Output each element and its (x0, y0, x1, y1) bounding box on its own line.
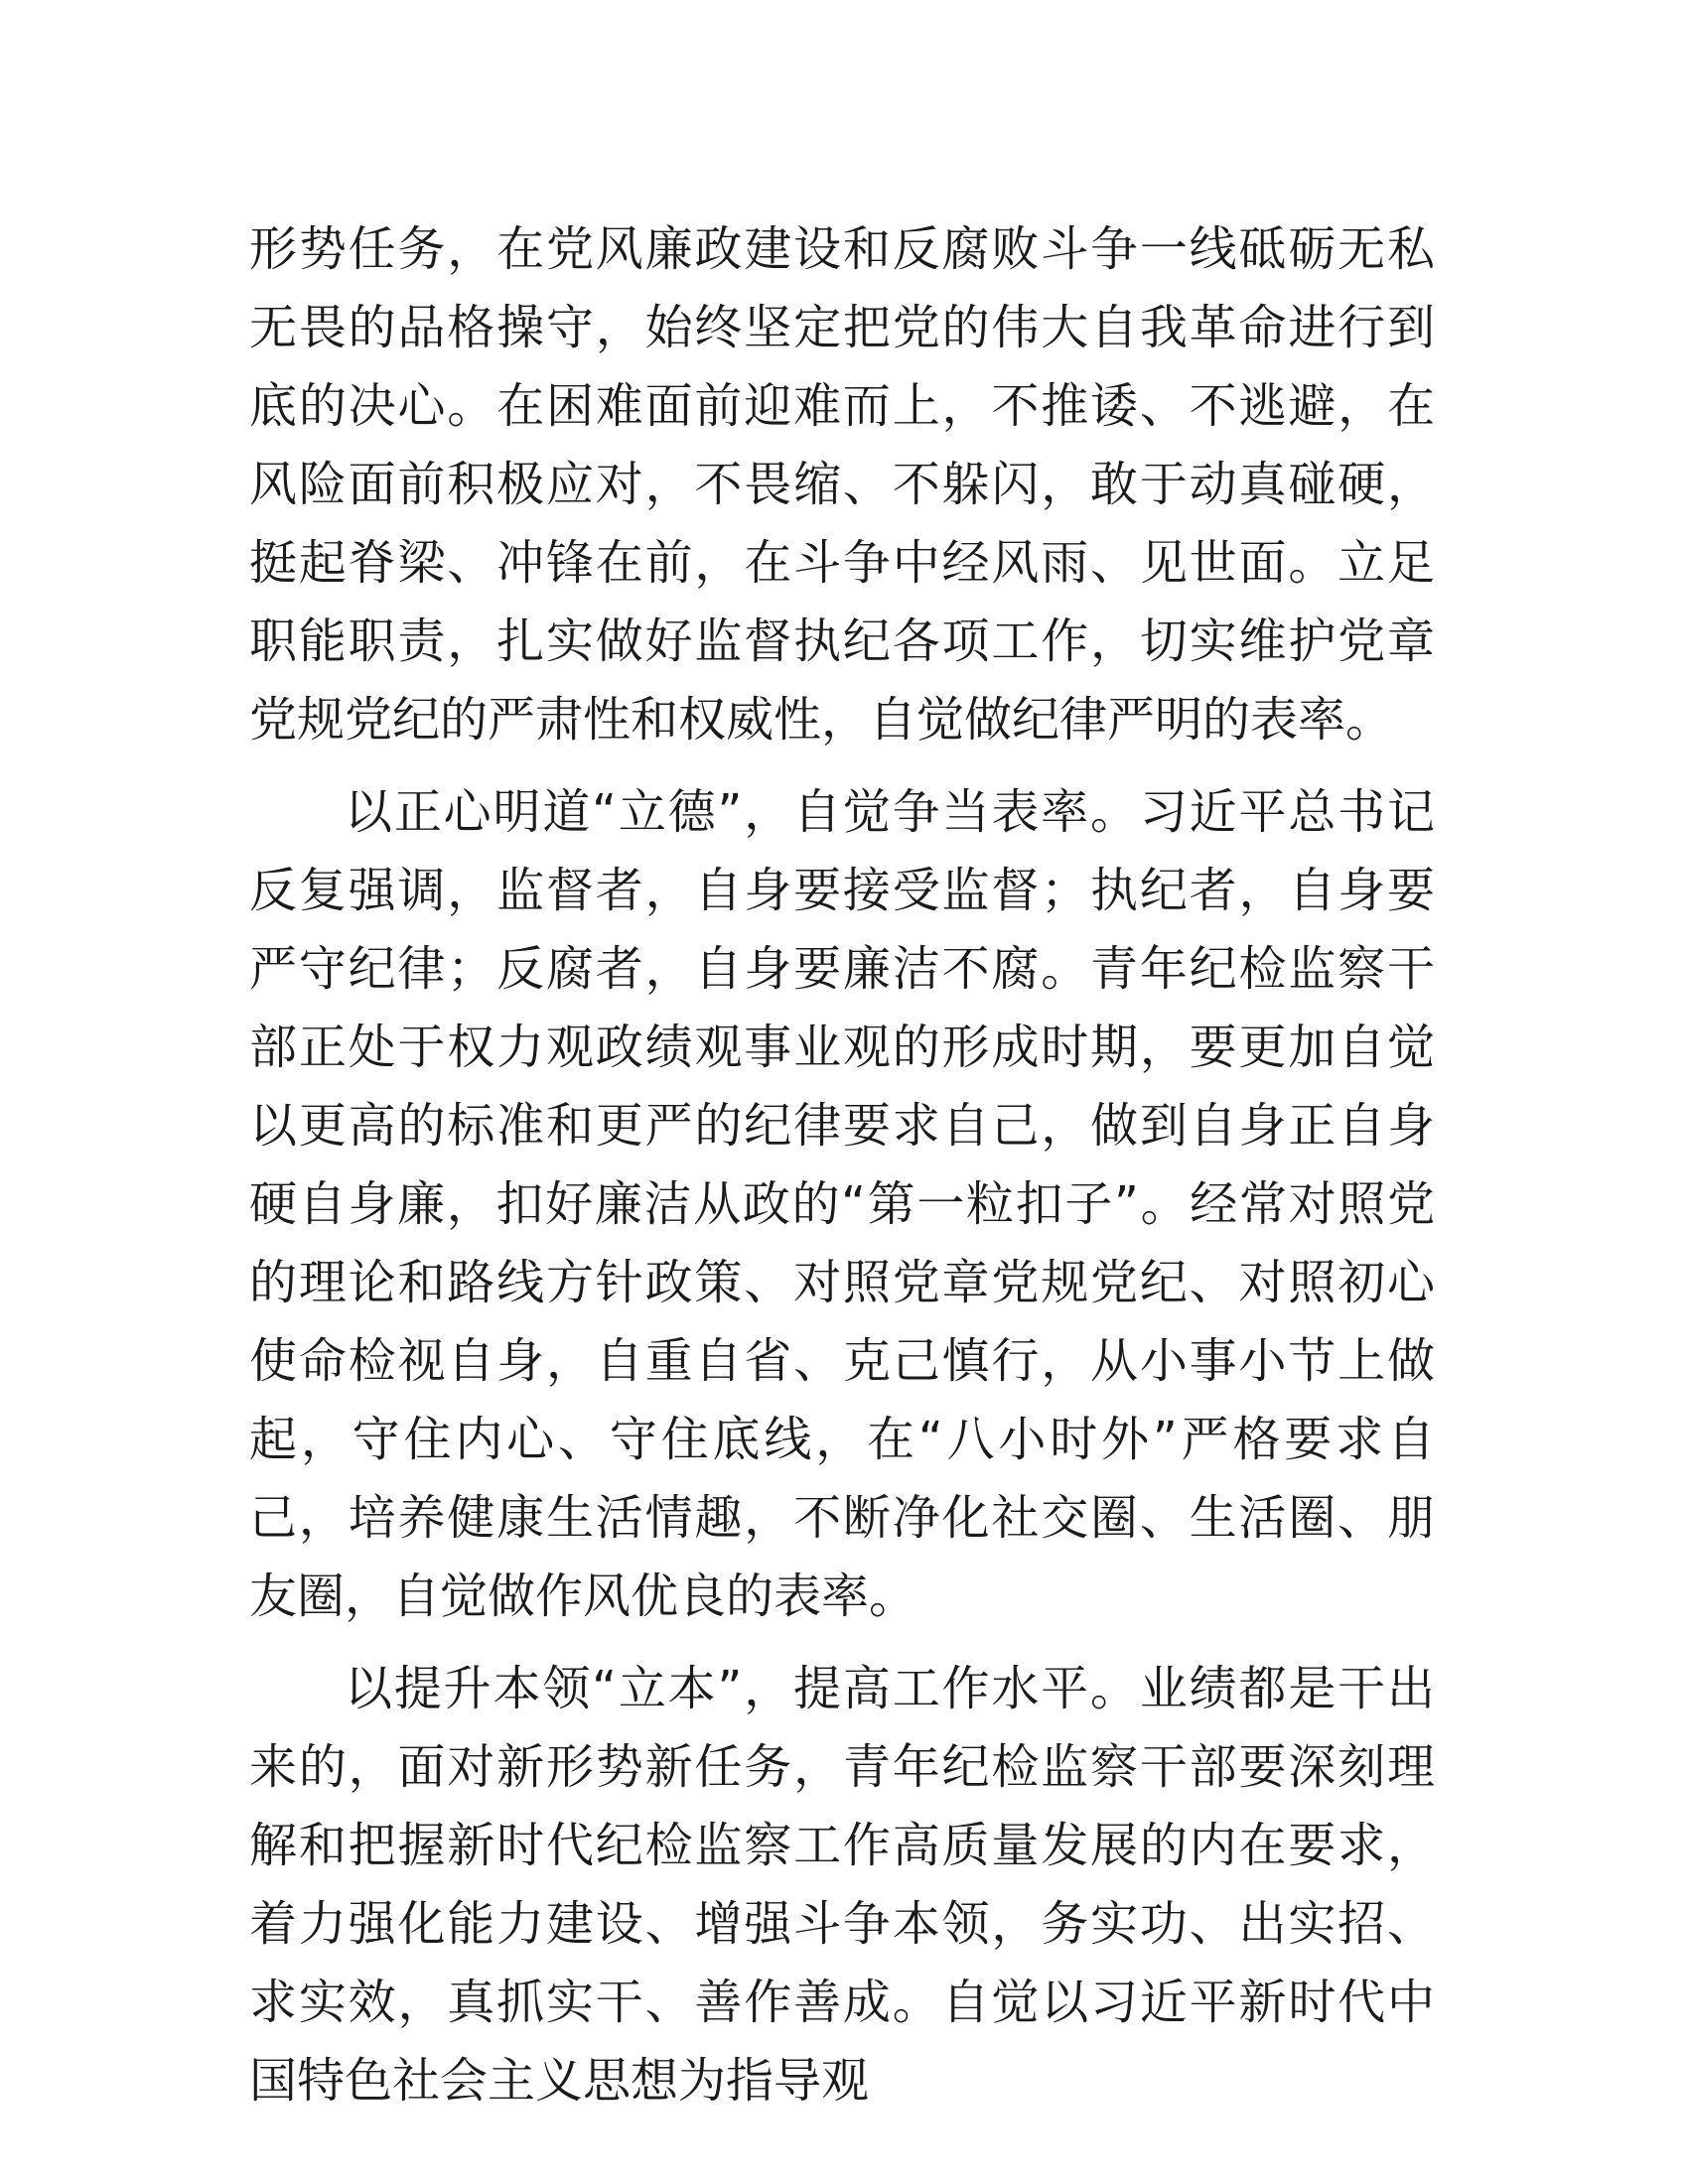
paragraph-3: 以提升本领“立本”，提高工作水平。业绩都是干出来的，面对新形势新任务，青年纪检监察干部要深刻理解和把握新时代纪检监察工作高质量发展的内在要求，着力强化能力建设、增强斗争本领，务实功、出实招、求实效，真抓实干、善作善成。自觉以习近平新时代中国特色社会主义思想为指导观 (249, 1661, 1435, 2109)
paragraph-1: 形势任务，在党风廉政建设和反腐败斗争一线砥砺无私无畏的品格操守，始终坚定把党的伟大自我革命进行到底的决心。在困难面前迎难而上，不推诿、不逃避，在风险面前积极应对，不畏缩、不躲闪，敢于动真碰硬，挺起脊梁、冲锋在前，在斗争中经风雨、见世面。立足职能职责，扎实做好监督执纪各项工作，切实维护党章党规党纪的严肃性和权威性，自觉做纪律严明的表率。 (249, 221, 1435, 748)
paragraph-2: 以正心明道“立德”，自觉争当表率。习近平总书记反复强调，监督者，自身要接受监督；执纪者，自身要严守纪律；反腐者，自身要廉洁不腐。青年纪检监察干部正处于权力观政绩观事业观的形成时期，要更加自觉以更高的标准和更严的纪律要求自己，做到自身正自身硬自身廉，扣好廉洁从政的“第一粒扣子”。经常对照党的理论和路线方针政策、对照党章党规党纪、对照初心使命检视自身，自重自省、克己慎行，从小事小节上做起，守住内心、守住底线，在“八小时外”严格要求自己，培养健康生活情趣，不断净化社交圈、生活圈、朋友圈，自觉做作风优良的表率。 (249, 784, 1435, 1624)
document-body (249, 210, 1435, 2120)
